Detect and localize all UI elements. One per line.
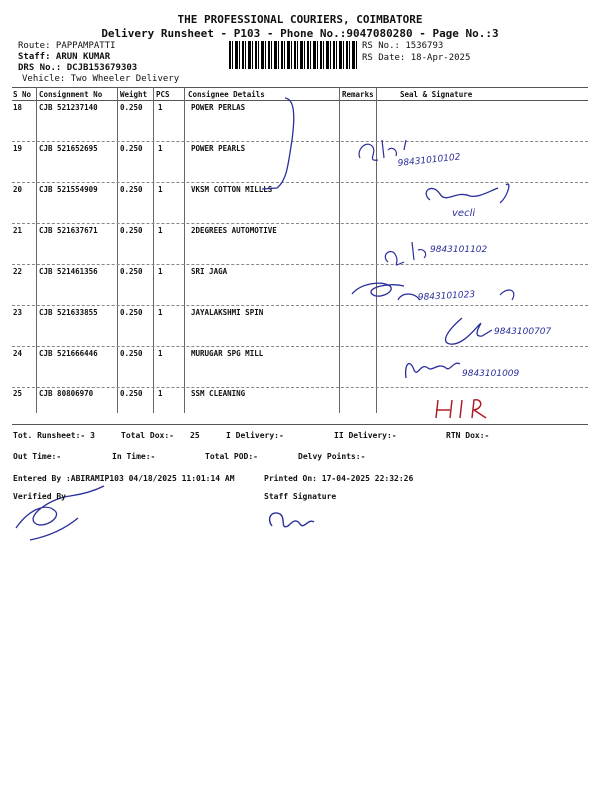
company-title: THE PROFESSIONAL COURIERS, COIMBATORE bbox=[177, 13, 423, 26]
row-pcs: 1 bbox=[158, 308, 163, 317]
signature-row19-text: 98431010102 bbox=[397, 152, 461, 169]
signature-row21-text: 9843101102 bbox=[430, 245, 488, 255]
row-weight: 0.250 bbox=[120, 144, 143, 153]
total-dox-label: Total Dox:- bbox=[121, 431, 174, 440]
signature-row23-text: 9843100707 bbox=[494, 327, 552, 337]
signature-row25 bbox=[436, 400, 486, 418]
col-remarks: Remarks bbox=[342, 90, 374, 99]
i-delivery: I Delivery:- bbox=[226, 431, 284, 440]
signature-row24-text: 9843101009 bbox=[462, 369, 520, 379]
col-pcs: PCS bbox=[156, 90, 170, 99]
row-consignment: CJB 521633855 bbox=[39, 308, 98, 317]
row-pcs: 1 bbox=[158, 144, 163, 153]
row-consignee: MURUGAR SPG MILL bbox=[191, 349, 264, 358]
total-dox-value: 25 bbox=[190, 431, 200, 440]
row-consignee: VKSM COTTON MILLLS bbox=[191, 185, 273, 194]
col-sno: S No bbox=[13, 90, 32, 99]
staff-signature bbox=[270, 513, 314, 527]
row-consignment: CJB 521237140 bbox=[39, 103, 98, 112]
runsheet-subtitle: Delivery Runsheet - P103 - Phone No.:9047080280 - Page No.:3 bbox=[101, 27, 499, 40]
row-consignment: CJB 521554909 bbox=[39, 185, 98, 194]
col-weight: Weight bbox=[120, 90, 148, 99]
row-weight: 0.250 bbox=[120, 389, 143, 398]
signature-row24 bbox=[406, 363, 460, 378]
vehicle: Vehicle: Two Wheeler Delivery bbox=[22, 74, 180, 84]
row-sno: 21 bbox=[13, 226, 23, 235]
row-weight: 0.250 bbox=[120, 267, 143, 276]
ii-delivery: II Delivery:- bbox=[334, 431, 397, 440]
row-pcs: 1 bbox=[158, 389, 163, 398]
staff: Staff: ARUN KUMAR bbox=[18, 52, 111, 62]
rs-number: RS No.: 1536793 bbox=[362, 41, 444, 51]
row-consignee: POWER PEARLS bbox=[191, 144, 246, 153]
row-pcs: 1 bbox=[158, 226, 163, 235]
row-sno: 22 bbox=[13, 267, 23, 276]
bracket-mark bbox=[262, 98, 294, 189]
row-sno: 20 bbox=[13, 185, 23, 194]
row-pcs: 1 bbox=[158, 103, 163, 112]
signature-row22-text: 9843101023 bbox=[417, 290, 476, 303]
rs-date: RS Date: 18-Apr-2025 bbox=[362, 53, 471, 63]
row-consignment: CJB 521652695 bbox=[39, 144, 98, 153]
delvy-points: Delvy Points:- bbox=[298, 452, 366, 461]
row-consignee: POWER PERLAS bbox=[191, 103, 246, 112]
signature-row22-tail bbox=[500, 290, 514, 300]
printed-on: Printed On: 17-04-2025 22:32:26 bbox=[264, 474, 414, 483]
signature-row20-text: vecli bbox=[452, 208, 476, 219]
drs-number: DRS No.: DCJB153679303 bbox=[18, 63, 138, 73]
row-weight: 0.250 bbox=[120, 308, 143, 317]
col-consignee: Consignee Details bbox=[188, 90, 265, 99]
signature-row23 bbox=[446, 318, 492, 344]
col-consignment: Consignment No bbox=[39, 90, 103, 99]
row-consignment: CJB 521461356 bbox=[39, 267, 98, 276]
in-time: In Time:- bbox=[112, 452, 156, 461]
total-runsheet: Tot. Runsheet:- 3 bbox=[13, 431, 95, 440]
signature-row22 bbox=[352, 283, 420, 300]
row-weight: 0.250 bbox=[120, 226, 143, 235]
row-consignment: CJB 521637671 bbox=[39, 226, 98, 235]
signature-row19 bbox=[359, 140, 406, 160]
row-pcs: 1 bbox=[158, 267, 163, 276]
row-pcs: 1 bbox=[158, 185, 163, 194]
row-consignee: 2DEGREES AUTOMOTIVE bbox=[191, 226, 277, 235]
row-consignee: JAYALAKSHMI SPIN bbox=[191, 308, 264, 317]
total-pod: Total POD:- bbox=[205, 452, 258, 461]
row-sno: 18 bbox=[13, 103, 23, 112]
entered-by: Entered By :ABIRAMIP103 04/18/2025 11:01:14 AM bbox=[13, 474, 235, 483]
signature-row21 bbox=[385, 242, 425, 265]
row-sno: 24 bbox=[13, 349, 23, 358]
col-seal-signature: Seal & Signature bbox=[400, 90, 473, 99]
staff-signature-label: Staff Signature bbox=[264, 492, 337, 501]
verified-by-label: Verified By bbox=[13, 492, 66, 501]
row-weight: 0.250 bbox=[120, 185, 143, 194]
row-sno: 23 bbox=[13, 308, 23, 317]
row-weight: 0.250 bbox=[120, 349, 143, 358]
out-time: Out Time:- bbox=[13, 452, 62, 461]
row-consignment: CJB 80806970 bbox=[39, 389, 94, 398]
row-weight: 0.250 bbox=[120, 103, 143, 112]
signature-row20 bbox=[426, 184, 509, 203]
row-consignment: CJB 521666446 bbox=[39, 349, 98, 358]
row-consignee: SSM CLEANING bbox=[191, 389, 246, 398]
route: Route: PAPPAMPATTI bbox=[18, 41, 116, 51]
row-consignee: SRI JAGA bbox=[191, 267, 228, 276]
row-pcs: 1 bbox=[158, 349, 163, 358]
row-sno: 19 bbox=[13, 144, 23, 153]
rtn-dox: RTN Dox:- bbox=[446, 431, 490, 440]
row-sno: 25 bbox=[13, 389, 23, 398]
